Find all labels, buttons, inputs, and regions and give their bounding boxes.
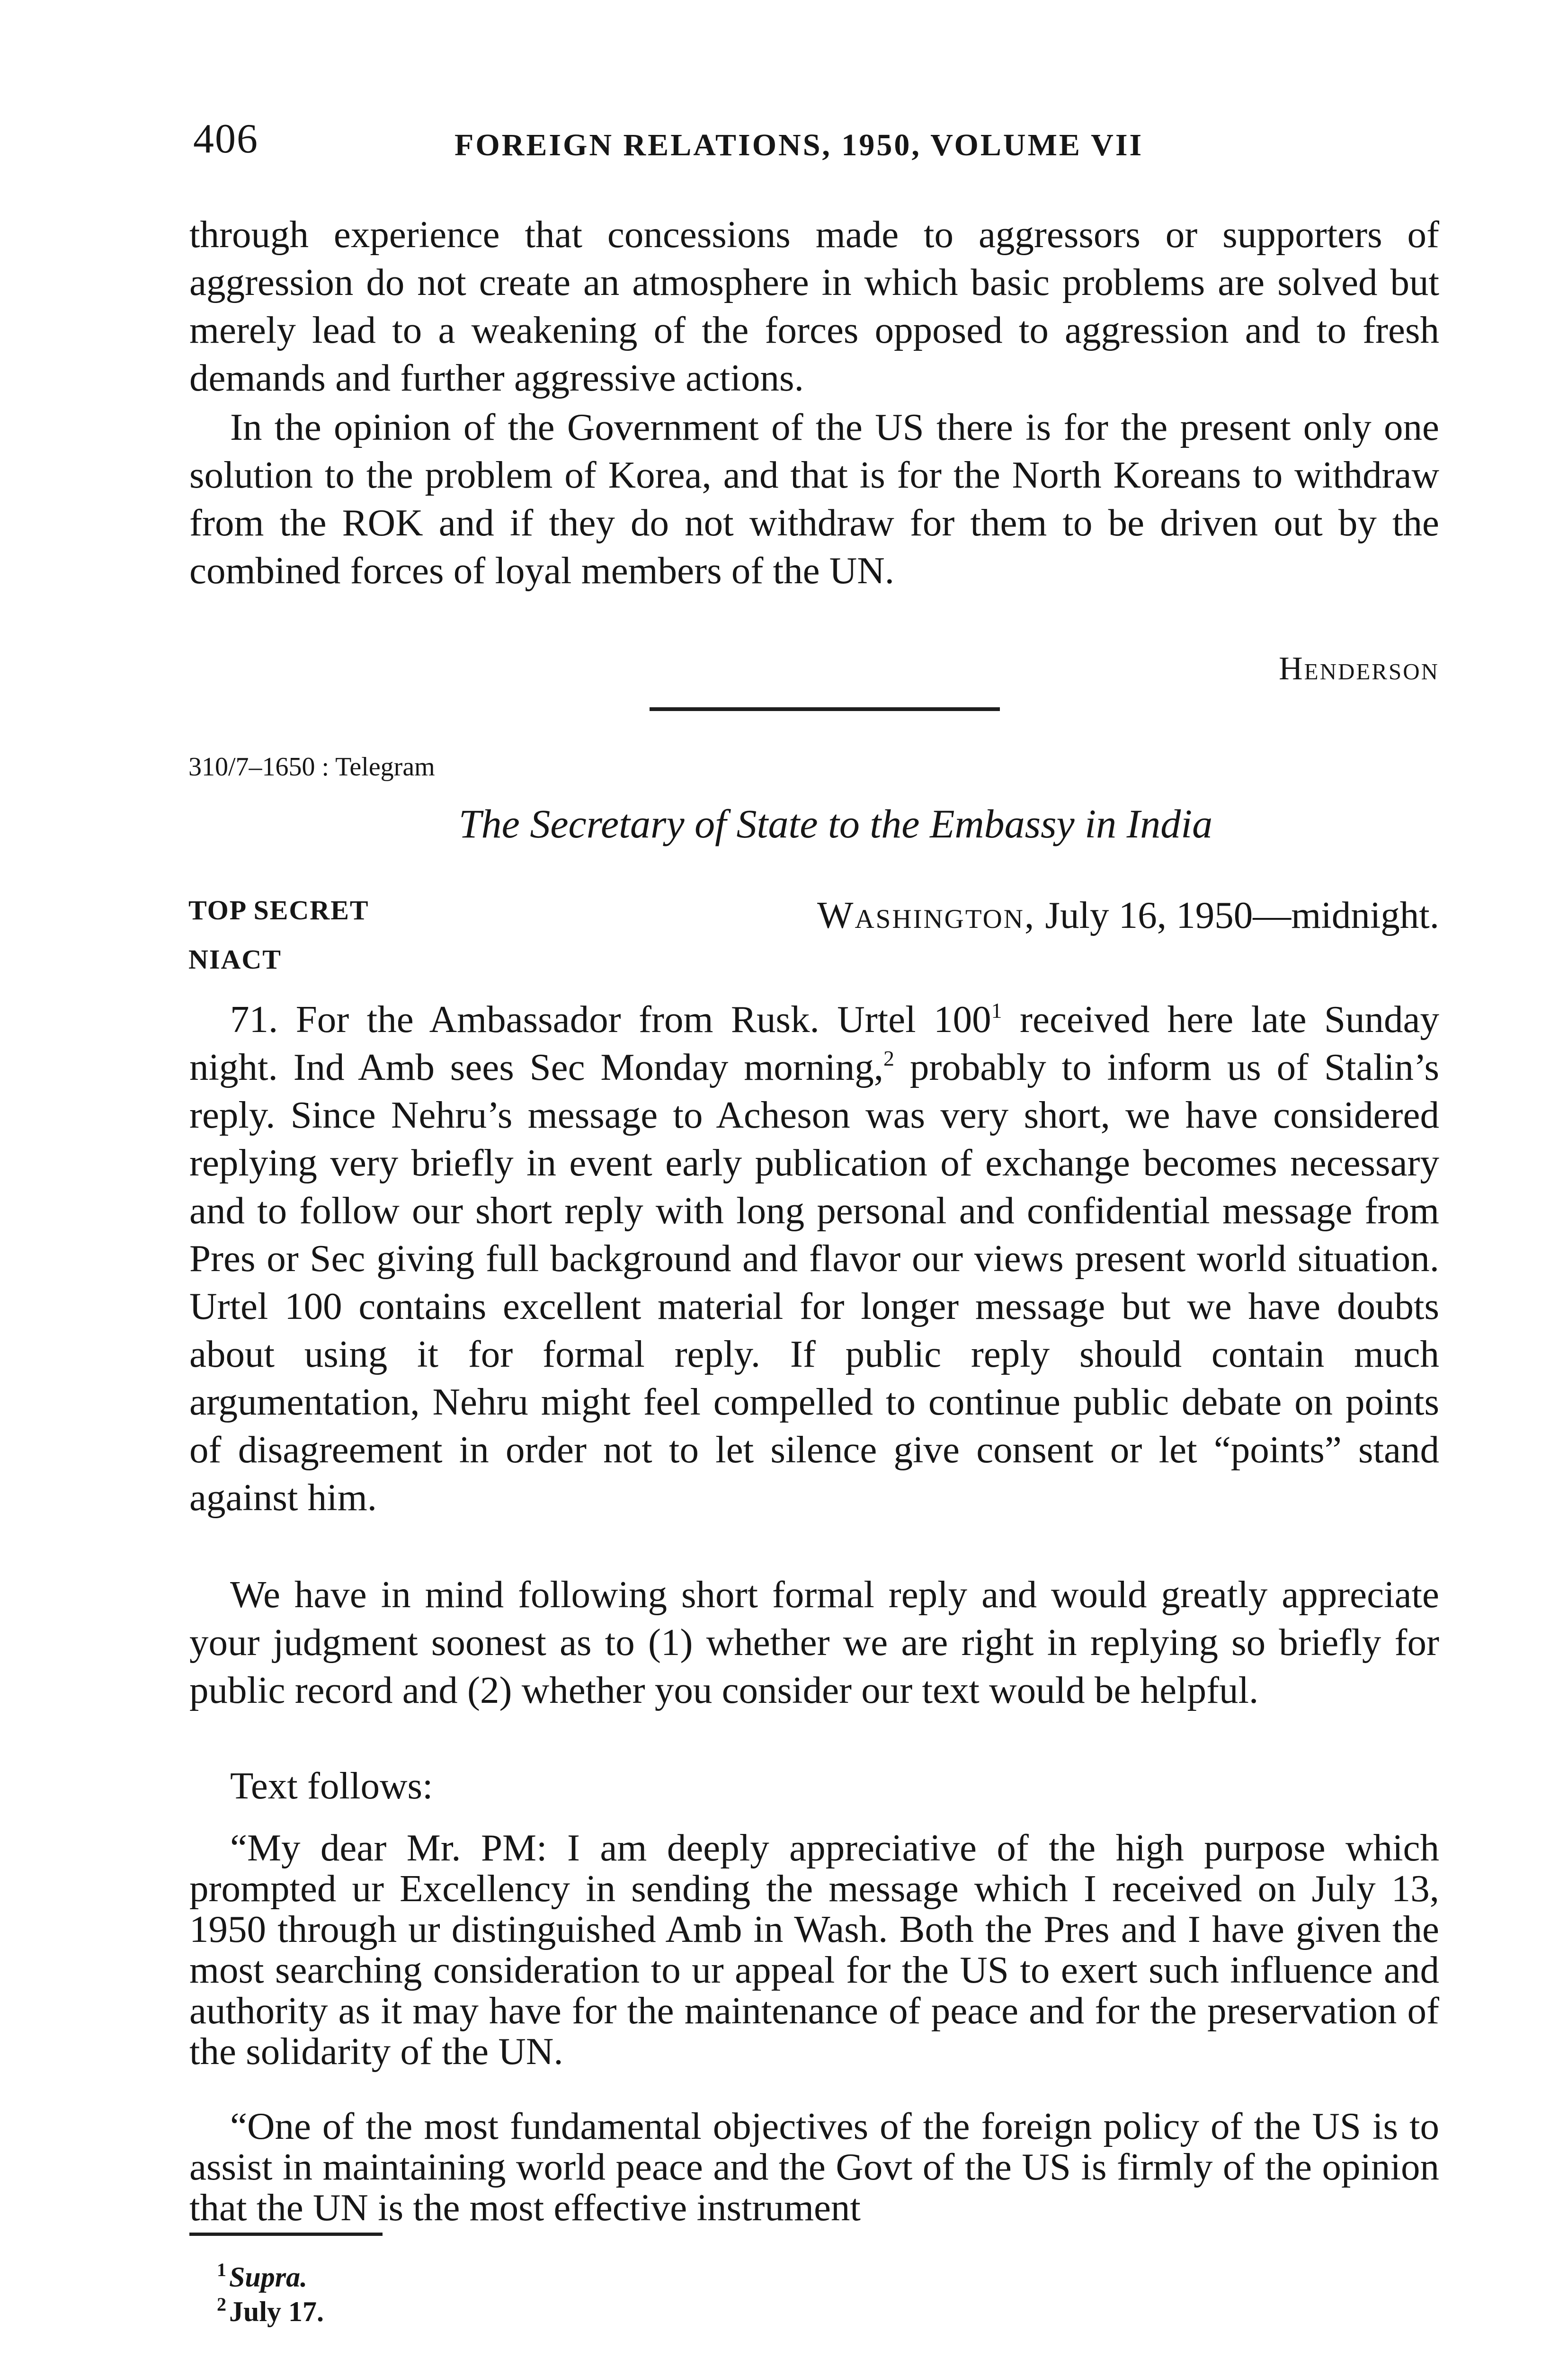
telegram-paragraph-3: Text follows: xyxy=(230,1764,433,1807)
footnote-2-number: 2 xyxy=(217,2294,226,2315)
footnote-1-text: Supra. xyxy=(229,2261,308,2293)
signature: Henderson xyxy=(1279,650,1439,687)
document-title-text: The Secretary of State to the Embassy in India xyxy=(458,801,1213,846)
footnote-ref-2: 2 xyxy=(883,1046,894,1070)
paragraph-continued: through experience that concessions made to aggressors or supporters of aggression do not create an atmosphere in which basic problems are solved but merely lead to a weakening of the forces opposed to aggression and to fresh demands and further aggressive actions. xyxy=(189,213,1439,399)
classification-niact: NIACT xyxy=(188,944,282,975)
footnote-2-text: July 17. xyxy=(229,2296,324,2327)
page-header xyxy=(189,113,1439,165)
dateline-place: Washington, xyxy=(817,894,1036,936)
document-title xyxy=(189,800,1439,847)
telegram-p1-text-a: 71. For the Ambassador from Rusk. Urtel 100 xyxy=(230,998,991,1041)
footnote-2 xyxy=(217,2288,324,2328)
file-reference: 310/7–1650 : Telegram xyxy=(188,752,435,782)
footnote-1-number: 1 xyxy=(217,2259,226,2280)
telegram-p1-text-b: received here late Sunday night. Ind Amb sees Sec Monday morning, xyxy=(189,998,1440,1088)
footnote-ref-1: 1 xyxy=(991,998,1002,1023)
telegram-paragraph-2: We have in mind following short formal reply and would greatly appreciate your judgment soonest as to (1) whether we are right in replying so briefly for public record and (2) whether you consider our text would be helpful. xyxy=(189,1573,1439,1711)
dateline-date: July 16, 1950—midnight. xyxy=(1045,894,1439,936)
classification-top-secret: TOP SECRET xyxy=(188,895,369,925)
section-divider xyxy=(650,707,1000,711)
footnote-divider xyxy=(189,2233,383,2236)
page-number: 406 xyxy=(193,116,258,162)
paragraph-korea-solution: In the opinion of the Government of the US there is for the present only one solution to the problem of Korea, and that is for the North Koreans to withdraw from the ROK and if they do not withdraw for them to be driven out by the combined forces of loyal members of the UN. xyxy=(189,406,1439,592)
running-head: FOREIGN RELATIONS, 1950, VOLUME VII xyxy=(454,128,1144,162)
telegram-paragraph-1 xyxy=(189,996,1439,1522)
dateline xyxy=(724,892,1439,938)
telegram-p1-text-c: probably to inform us of Stalin’s reply. Since Nehru’s message to Acheson was very short, we have considered replying very briefly in event early publication of exchange becomes necessary and to follow our short reply with long personal and confidential message from Pres or Sec giving full background and flavor our views present world situation. Urtel 100 contains excellent material for longer message but we have doubts about using it for formal reply. If public reply should contain much argumentation, Nehru might feel compelled to continue public debate on points of disagreement in order not to let silence give consent or let “points” stand against him. xyxy=(189,1046,1439,1519)
quoted-letter-paragraph-2: “One of the most fundamental objectives of the foreign policy of the US is to assist in maintaining world peace and the Govt of the US is firmly of the opinion that the UN is the most effective instrument xyxy=(189,2105,1439,2229)
quoted-letter-paragraph-1: “My dear Mr. PM: I am deeply appreciative of the high purpose which prompted ur Excellency in sending the message which I received on July 13, 1950 through ur distinguished Amb in Wash. Both the Pres and I have given the most searching consideration to ur appeal for the US to exert such influence and authority as it may have for the maintenance of peace and for the preservation of the solidarity of the UN. xyxy=(189,1826,1439,2073)
